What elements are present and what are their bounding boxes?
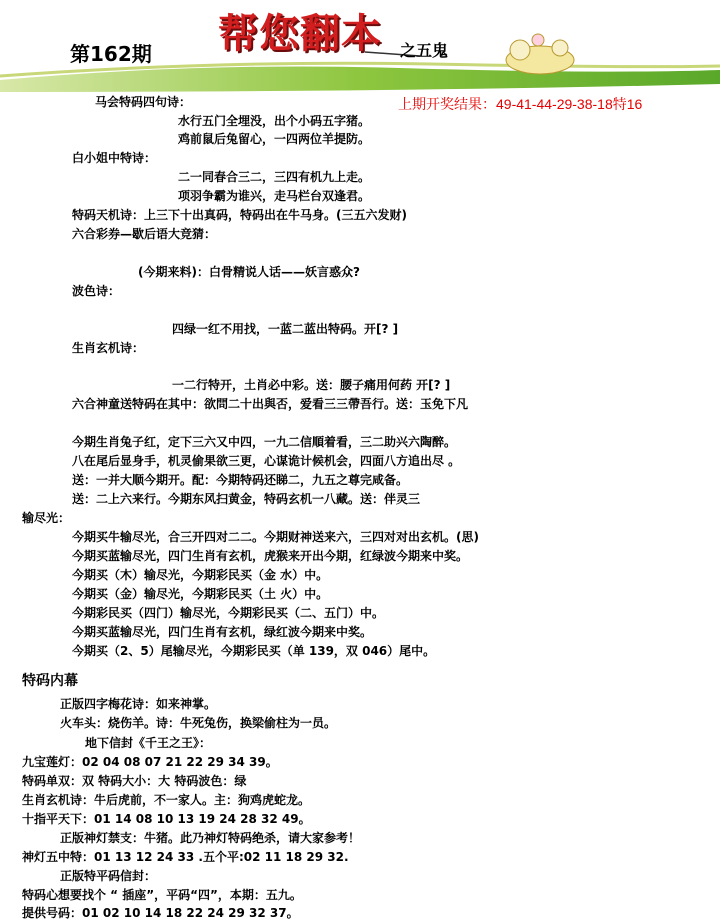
text-line: 神灯五中特：01 13 12 24 33 .五个平:02 11 18 29 32. [22,850,349,864]
cartoon-animal-icon [506,34,574,74]
text-line: 送：二上六来行。今期东风扫黄金，特码玄机一八藏。送：伴灵三 [72,492,421,506]
text-line: 今期买（木）输尽光，今期彩民买（金 水）中。 [72,568,329,582]
text-line: 波色诗： [72,284,121,298]
text-line: 生肖玄机诗：牛后虎前，不一家人。主：狗鸡虎蛇龙。 [22,793,311,807]
text-line: 提供号码：01 02 10 14 18 22 24 29 32 37。 [22,906,299,920]
text-line: 今期买（金）输尽光，今期彩民买（土 火）中。 [72,587,329,601]
section-title: 特码内幕 [22,673,78,689]
text-line: (今期来料)：白骨精说人话——妖言惑众? [138,265,360,279]
text-line: 今期买蓝输尽光，四门生肖有玄机，虎猴来开出今期，红绿波今期来中奖。 [72,549,469,563]
text-line: 六合神童送特码在其中：欲問二十出與否，爱看三三帶吾行。送：玉免下凡 [72,397,469,411]
text-line: 特码单双：双 特码大小：大 特码波色：绿 [22,774,247,788]
text-line: 正版特平码信封： [60,869,157,883]
text-line: 八在尾后显身手，机灵偷果欲三更，心谋诡计候机会，四面八方追出尽 。 [72,454,461,468]
brand-title: 帮您翻本 [218,10,382,57]
text-line: 鸡前鼠后兔留心，一四两位羊提防。 [178,132,371,146]
text-line: 正版神灯禁支：牛猪。此乃神灯特码绝杀，请大家参考！ [60,831,361,845]
text-line: 马会特码四句诗： [95,95,192,109]
text-line: 四绿一红不用找，一蓝二蓝出特码。开[? ] [172,322,399,336]
text-line: 生肖玄机诗： [72,341,145,355]
brand-subtitle: 之五鬼 [400,41,449,60]
text-line: 今期买蓝输尽光，四门生肖有玄机，绿红波今期来中奖。 [72,625,373,639]
text-line: 输尽光： [22,511,71,525]
text-line: 二一同春合三二，三四有机九上走。 [178,170,371,184]
text-line: 今期买（2、5）尾输尽光，今期彩民买（单 139，双 046）尾中。 [72,644,436,658]
issue-number: 第162期 [70,42,152,66]
text-line: 特码天机诗：上三下十出真码，特码出在牛马身。(三五六发财) [72,208,407,222]
text-line: 今期买牛输尽光，合三开四对二二。今期财神送来六，三四对对出玄机。(思) [72,530,479,544]
text-line: 九宝莲灯：02 04 08 07 21 22 29 34 39。 [22,755,278,769]
text-line: 火车头：烧伤羊。诗：牛死兔伤，换梁偷柱为一员。 [60,716,337,730]
text-line: 白小姐中特诗： [72,151,157,165]
text-line: 六合彩券—歇后语大竞猜： [72,227,217,241]
text-line: 今期彩民买（四门）输尽光，今期彩民买（二、五门）中。 [72,606,385,620]
text-line: 今期生肖兔子红，定下三六又中四，一九二信順着看，三二助兴六陶醉。 [72,435,457,449]
text-line: 十指平天下：01 14 08 10 13 19 24 28 32 49。 [22,812,311,826]
last-draw-result: 上期开奖结果：49-41-44-29-38-18特16 [398,96,643,112]
text-line: 正版四字梅花诗：如来神掌。 [60,697,217,711]
text-line: 水行五门全埋没，出个小码五字猪。 [178,114,371,128]
text-line: 特码心想要找个 “ 插座”，平码“四”，本期：五九。 [22,888,302,902]
text-line: 项羽争霸为谁兴，走马栏台双逢君。 [178,189,371,203]
text-line: 地下信封《千王之王》： [85,736,212,750]
text-line: 一二行特开，土肖必中彩。送：腰子痛用何药 开[? ] [172,378,451,392]
text-line: 送：一并大顺今期开。配：今期特码还睇二，九五之尊完咸备。 [72,473,409,487]
